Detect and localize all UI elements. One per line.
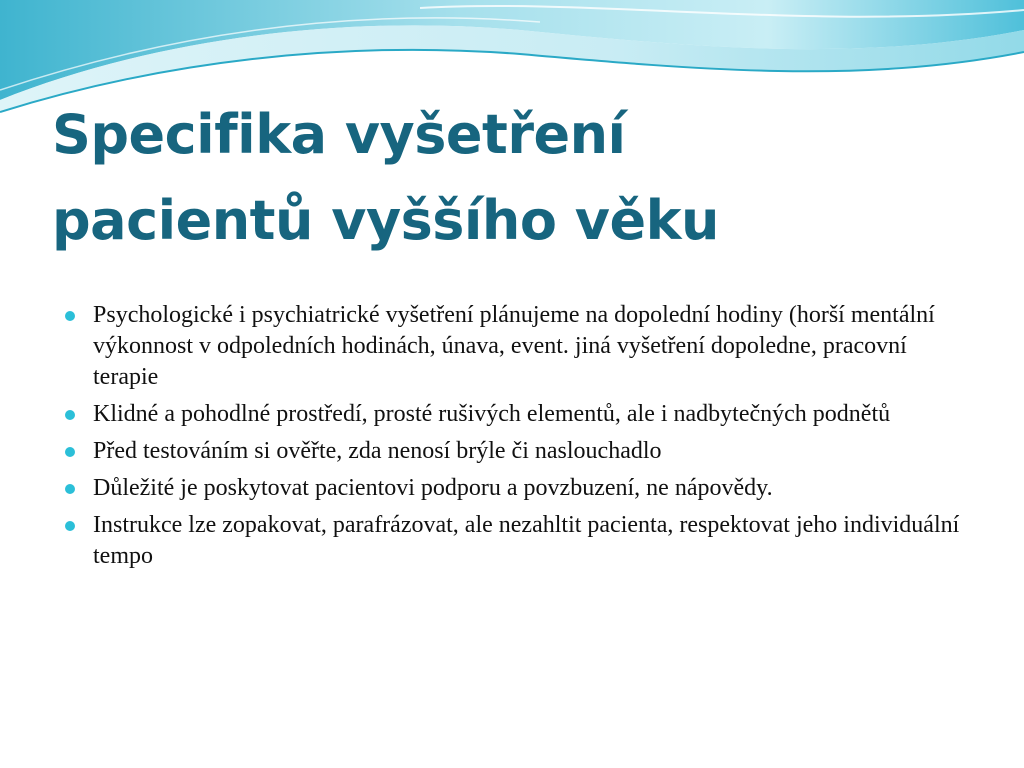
slide-title-line-1: Specifika vyšetření xyxy=(52,103,626,166)
bullet-text: Klidné a pohodlné prostředí, prosté rušivých elementů, ale i nadbytečných podnětů xyxy=(93,401,891,427)
bullet-item xyxy=(64,436,964,467)
bullet-text: Před testováním si ověřte, zda nenosí brýle či naslouchadlo xyxy=(93,438,662,464)
slide-title xyxy=(52,92,992,264)
bullet-dot-icon xyxy=(65,447,75,457)
bullet-item xyxy=(64,510,964,572)
slide-title-line-2: pacientů vyššího věku xyxy=(52,189,719,252)
bullet-text: Důležité je poskytovat pacientovi podporu a povzbuzení, ne nápovědy. xyxy=(93,475,773,501)
bullet-dot-icon xyxy=(65,311,75,321)
bullet-item xyxy=(64,399,964,430)
bullet-dot-icon xyxy=(65,521,75,531)
bullet-list xyxy=(64,300,964,578)
bullet-text: Instrukce lze zopakovat, parafrázovat, ale nezahltit pacienta, respektovat jeho individuální tempo xyxy=(93,512,960,569)
bullet-text: Psychologické i psychiatrické vyšetření plánujeme na dopolední hodiny (horší mentální výkonnost v odpoledních hodinách, únava, event. jiná vyšetření dopoledne, pracovní terapie xyxy=(93,302,935,390)
bullet-dot-icon xyxy=(65,410,75,420)
bullet-item xyxy=(64,300,964,393)
bullet-item xyxy=(64,473,964,504)
bullet-dot-icon xyxy=(65,484,75,494)
